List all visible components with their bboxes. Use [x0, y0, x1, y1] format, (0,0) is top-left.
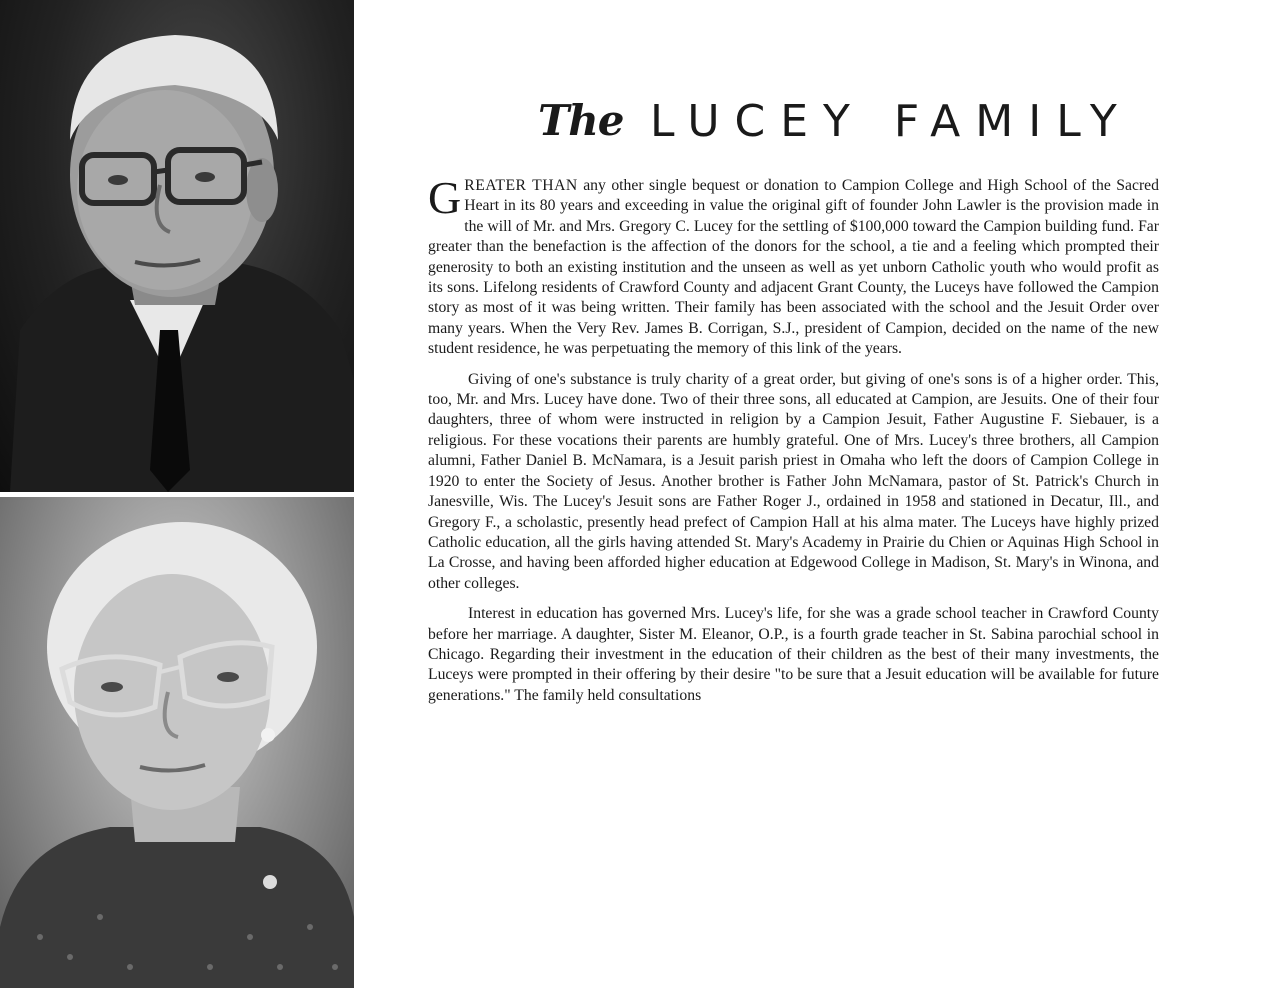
lead-in: REATER THAN	[464, 177, 578, 194]
portrait-mrs-lucey-illustration	[0, 497, 354, 988]
drop-cap: G	[428, 172, 462, 223]
photo-column	[0, 0, 356, 988]
article-body	[428, 172, 1159, 716]
paragraph-3: Interest in education has governed Mrs. Lucey's life, for she was a grade school teacher in Crawford County before her marriage. A daughter, Sister M. Eleanor, O.P., is a fourth grade teacher in St. Sabina parochial school in Chicago. Regarding their investment in the education of their children as the best of their many investments, the Luceys were prompted in their offering by their desire "to be sure that a Jesuit education will be available for future generations." The family held consultations	[428, 605, 1159, 704]
portrait-mr-lucey-illustration	[0, 0, 354, 492]
portrait-mrs-lucey	[0, 497, 354, 988]
portrait-mr-lucey	[0, 0, 354, 492]
paragraph-1-text: any other single bequest or donation to Campion College and High School of the Sacred Heart in its 80 years and exceeding in value the original gift of founder John Lawler is the provision made in the will of Mr. and Mrs. Gregory C. Lucey for the settling of $100,000 toward the Campion building fund. Far greater than the benefaction is the affection of the donors for the school, a tie and a feeling which prompted their generosity to both an existing institution and the unseen as well as yet unborn Catholic youth who would profit as its sons. Lifelong residents of Crawford County and adjacent Grant County, the Luceys have followed the Campion story as most of it was being written. Their family has been associated with the school and the Jesuit Order over many years. When the Very Rev. James B. Corrigan, S.J., president of Campion, decided on the name of the new student residence, he was perpetuating the memory of this link of the years.	[428, 177, 1159, 358]
title-the: The	[538, 96, 624, 145]
title-main: LUCEY FAMILY	[650, 96, 1132, 147]
paragraph-2: Giving of one's substance is truly charity of a great order, but giving of one's sons is of a higher order. This, too, Mr. and Mrs. Lucey have done. Two of their three sons, all educated at Campion, are Jesuits. One of their four daughters, three of whom were instructed in religion by a Campion Jesuit, Father Augustine F. Siebauer, is a religious. For these vocations their parents are humbly grateful. One of Mrs. Lucey's three brothers, all Campion alumni, Father Daniel B. McNamara, is a Jesuit parish priest in Omaha who left the doors of Campion College in 1920 to enter the Society of Jesus. Another brother is Father John McNamara, pastor of St. Patrick's Church in Janesville, Wis. The Lucey's Jesuit sons are Father Roger J., ordained in 1958 and stationed in Decatur, Ill., and Gregory F., a scholastic, presently head prefect of Campion Hall at his alma mater. The Luceys have highly prized Catholic education, all the girls having attended St. Mary's Academy in Prairie du Chien or Aquinas High School in La Crosse, and having been afforded higher education at Edgewood College in Madison, St. Mary's in Winona, and other colleges.	[428, 370, 1159, 592]
paragraph-1	[428, 172, 1159, 360]
page-title	[538, 92, 1178, 152]
